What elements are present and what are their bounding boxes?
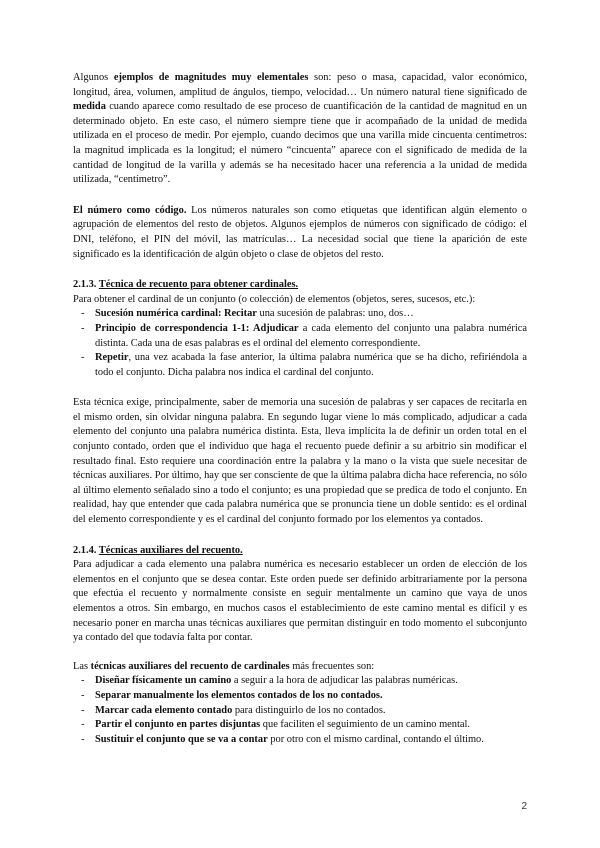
bold-run: El número como código.	[73, 204, 187, 216]
text-run: a seguir a la hora de adjudicar las palabras numéricas.	[231, 675, 458, 687]
bold-run: Diseñar físicamente un camino	[95, 675, 232, 687]
paragraph-adjudicar: Para adjudicar a cada elemento una palabra numérica es necesario establecer un orden de elección de los elementos en el conjunto que se desea contar. Este orden puede ser definido arbitrariamente por la persona que efectúa el recuento y normalmente consiste en seguir mentalmente un camino que vaya de unos elementos a otros. Sin embargo, en muchos casos el establecimiento de este camino mental es difícil y es necesario poner en marcha unas técnicas auxiliares que permitan distinguir en todo momento el subconjunto ya contado del que todavía falta por contar.	[73, 559, 527, 644]
tecnicas-auxiliares-list	[73, 674, 527, 747]
bold-run: Separar manualmente los elementos contados de los no contados.	[95, 689, 383, 701]
bold-run: medida	[73, 101, 106, 113]
bold-run: Repetir	[95, 352, 129, 364]
section-heading-2-1-4	[73, 544, 527, 559]
text-run: Algunos	[73, 72, 114, 83]
list-item	[73, 322, 527, 351]
page-number: 2	[521, 801, 527, 812]
paragraph-intro-recuento: Para obtener el cardinal de un conjunto (o colección) de elementos (objetos, seres, sucesos, etc.):	[73, 293, 476, 305]
text-run: Las	[73, 660, 91, 672]
text-run: que faciliten el seguimiento de un camino mental.	[260, 719, 470, 731]
paragraph-lead-tecnicas	[73, 660, 527, 675]
bold-run: Sustituir el conjunto que se va a contar	[95, 733, 268, 745]
bold-run: Principio de correspondencia 1-1: Adjudicar	[95, 322, 299, 334]
list-item	[73, 704, 527, 719]
text-run: a cada elemento del conjunto una palabra numérica distinta. Cada una de esas palabras es el ordinal del elemento correspondiente.	[95, 322, 527, 349]
list-item	[73, 689, 527, 704]
text-run: cuando aparece como resultado de ese proceso de cuantificación de la cantidad de magnitud en un determinado objeto. En este caso, el número siempre tiene que ir acompañado de la unidad de medida utilizada en el proceso de medir. Por ejemplo, cuando decimos que una varilla mide cincuenta centímetros: la magnitud implicada es la longitud; el número “cincuenta” aparece con el significado de medida de la cantidad de longitud de la varilla y además se ha necesitado hacer una referencia a la unidad de medida utilizada, “centímetro”.	[73, 101, 527, 186]
document-page	[73, 71, 527, 747]
text-run: más frecuentes son:	[289, 660, 375, 672]
section-title: Técnica de recuento para obtener cardinales.	[98, 279, 299, 291]
section-title: Técnicas auxiliares del recuento.	[98, 544, 243, 556]
text-run: por otro con el mismo cardinal, contando el último.	[267, 733, 484, 745]
text-run: una sucesión de palabras: uno, dos…	[256, 308, 414, 320]
list-item	[73, 718, 527, 733]
paragraph-magnitudes	[73, 71, 527, 188]
section-number: 2.1.4.	[73, 544, 99, 556]
paragraph-numero-codigo	[73, 204, 527, 262]
text-run: para distinguirlo de los no contados.	[232, 704, 386, 716]
text-run: , una vez acabada la fase anterior, la última palabra numérica que se ha dicho, refiriéndola a todo el conjunto. Dicha palabra nos indica el cardinal del conjunto.	[95, 352, 527, 378]
bold-run: técnicas auxiliares del recuento de cardinales	[90, 660, 290, 672]
paragraph-tecnica-exige: Esta técnica exige, principalmente, saber de memoria una sucesión de palabras y ser capaces de recitarla en el mismo orden, sin olvidar ninguna palabra. En segundo lugar viene lo más complicado, adjudicar a cada elemento del conjunto una palabra numérica distinta. Esta, lleva implícita la de definir un orden total en el conjunto contado, orden que el individuo que haga el recuento puede definir a su arbitrio sin modificar el resultado final. Esto requiere una coordinación entre la palabra y la mano o la vista que suele necesitar de técnicas auxiliares. Por último, hay que ser consciente de que la última palabra dicha hace referencia, no sólo al último elemento señalado sino a todo el conjunto; es una propiedad que se predica de todo el conjunto. En realidad, hay que entender que cada palabra numérica que se pronuncia tiene un doble sentido: es el ordinal del elemento correspondiente y es el cardinal del conjunto formado por los elementos ya contados.	[73, 397, 527, 526]
section-heading-2-1-3	[73, 278, 527, 293]
section-number: 2.1.3.	[73, 279, 99, 291]
list-item	[73, 351, 527, 380]
bold-run: ejemplos de magnitudes muy elementales	[113, 72, 309, 83]
recuento-steps-list	[73, 307, 527, 380]
text-run: Los números naturales son como etiquetas que identifican algún elemento o agrupación de elementos del resto de objetos. Algunos ejemplos de números con significado de código: el DNI, teléfono, el PIN del móvil, las matrículas… La necesidad social que tiene la aparición de este significado es la identificación de algún objeto o clase de objetos del resto.	[73, 204, 527, 260]
text-run: son: peso o masa, capacidad, valor económico, longitud, área, volumen, amplitud de ángulos, tiempo, velocidad… Un número natural tiene significado de	[73, 72, 527, 98]
bold-run: Partir el conjunto en partes disjuntas	[95, 719, 261, 731]
bold-run: Marcar cada elemento contado	[95, 704, 233, 716]
list-item	[73, 733, 527, 748]
bold-run: Sucesión numérica cardinal: Recitar	[95, 308, 257, 320]
list-item	[73, 674, 527, 689]
list-item	[73, 307, 527, 322]
